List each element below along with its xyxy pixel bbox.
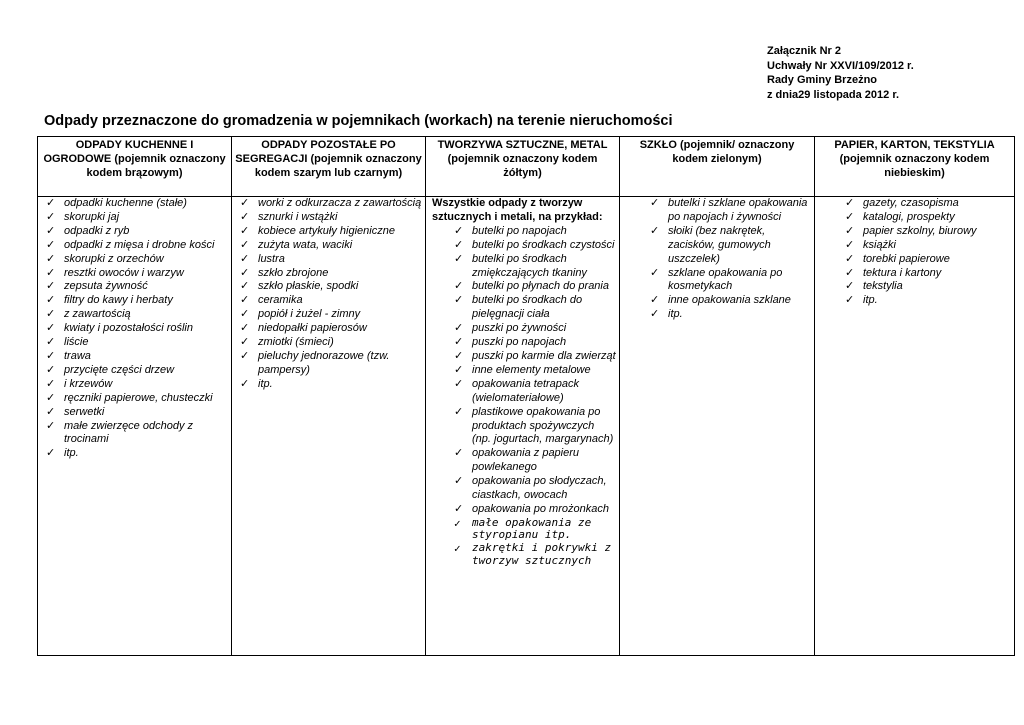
list-item: ✓ kwiaty i pozostałości roślin — [46, 322, 193, 335]
list-item: ✓ zepsuta żywność — [46, 280, 148, 293]
checkmark-icon: ✓ — [454, 447, 464, 460]
list-item: ✓ serwetki — [46, 405, 105, 418]
checkmark-icon: ✓ — [845, 294, 855, 307]
checkmark-icon: ✓ — [454, 252, 464, 265]
column-paper-textiles — [815, 197, 1015, 656]
checkmark-icon: ✓ — [454, 516, 461, 530]
item-list — [821, 197, 1011, 308]
checkmark-icon: ✓ — [46, 238, 56, 251]
list-item: ✓ szkło płaskie, spodki — [240, 280, 359, 293]
column-header-kitchen: ODPADY KUCHENNE I OGRODOWE (pojemnik oznaczony kodem brązowym) — [38, 137, 232, 197]
list-item: ✓ małe zwierzęce odchody z trocinami — [46, 419, 194, 446]
checkmark-icon: ✓ — [650, 308, 660, 321]
checkmark-icon: ✓ — [454, 542, 461, 556]
checkmark-icon: ✓ — [240, 308, 250, 321]
list-item: ✓ tekstylia — [845, 280, 903, 293]
list-item: ✓ butelki po środkach zmiękczających tkaniny — [454, 252, 587, 279]
list-item: ✓ szkło zbrojone — [240, 266, 329, 279]
checkmark-icon: ✓ — [454, 294, 464, 307]
checkmark-icon: ✓ — [240, 349, 250, 362]
document-title: Odpady przeznaczone do gromadzenia w pojemnikach (workach) na terenie nieruchomości — [44, 113, 673, 129]
checkmark-icon: ✓ — [454, 363, 464, 376]
list-item: ✓ butelki po środkach czystości — [454, 238, 615, 251]
list-item: ✓ zakrętki i pokrywki z tworzyw sztucznych — [454, 541, 612, 567]
checkmark-icon: ✓ — [650, 266, 660, 279]
list-item: ✓ i krzewów — [46, 377, 113, 390]
list-item: ✓ odpadki z mięsa i drobne kości — [46, 238, 215, 251]
header-line: Załącznik Nr 2 — [767, 45, 841, 57]
attachment-header — [767, 44, 914, 102]
checkmark-icon: ✓ — [46, 224, 56, 237]
checkmark-icon: ✓ — [845, 252, 855, 265]
list-item: ✓ torebki papierowe — [845, 252, 950, 265]
list-item: ✓ filtry do kawy i herbaty — [46, 294, 173, 307]
list-item: ✓ butelki po napojach — [454, 224, 567, 237]
checkmark-icon: ✓ — [845, 210, 855, 223]
list-item: ✓ niedopałki papierosów — [240, 322, 367, 335]
checkmark-icon: ✓ — [454, 475, 464, 488]
column-residual — [232, 197, 426, 656]
checkmark-icon: ✓ — [240, 266, 250, 279]
checkmark-icon: ✓ — [240, 294, 250, 307]
checkmark-icon: ✓ — [46, 308, 56, 321]
header-line: Rady Gminy Brzeżno — [767, 74, 878, 86]
checkmark-icon: ✓ — [845, 224, 855, 237]
column-intro: Wszystkie odpady z tworzyw sztucznych i metali, na przykład: — [432, 197, 603, 223]
checkmark-icon: ✓ — [46, 391, 56, 404]
list-item: ✓ resztki owoców i warzyw — [46, 266, 184, 279]
list-item: ✓ butelki po środkach do pielęgnacji ciała — [454, 294, 583, 321]
checkmark-icon: ✓ — [46, 363, 56, 376]
column-header-paper-textiles: PAPIER, KARTON, TEKSTYLIA (pojemnik oznaczony kodem niebieskim) — [815, 137, 1015, 197]
list-item: ✓ liście — [46, 336, 89, 349]
checkmark-icon: ✓ — [454, 224, 464, 237]
checkmark-icon: ✓ — [240, 280, 250, 293]
checkmark-icon: ✓ — [845, 238, 855, 251]
header-line: z dnia29 listopada 2012 r. — [767, 88, 900, 101]
checkmark-icon: ✓ — [650, 294, 660, 307]
list-item: ✓ słoiki (bez nakrętek, zacisków, gumowych uszczelek) — [650, 224, 771, 265]
checkmark-icon: ✓ — [46, 280, 56, 293]
column-glass — [620, 197, 815, 656]
waste-table — [37, 136, 1015, 656]
checkmark-icon: ✓ — [46, 322, 56, 335]
checkmark-icon: ✓ — [46, 447, 56, 460]
item-list — [238, 197, 422, 392]
checkmark-icon: ✓ — [46, 349, 56, 362]
item-list — [626, 197, 811, 322]
list-item: ✓ puszki po napojach — [454, 336, 567, 349]
list-item: ✓ małe opakowania ze styropianu itp. — [454, 515, 592, 542]
checkmark-icon: ✓ — [240, 322, 250, 335]
list-item: ✓ papier szkolny, biurowy — [845, 224, 977, 237]
checkmark-icon: ✓ — [46, 210, 56, 223]
checkmark-icon: ✓ — [240, 224, 250, 237]
checkmark-icon: ✓ — [454, 349, 464, 362]
checkmark-icon: ✓ — [46, 336, 56, 349]
checkmark-icon: ✓ — [454, 502, 464, 515]
item-list — [44, 197, 228, 461]
checkmark-icon: ✓ — [650, 224, 660, 237]
checkmark-icon: ✓ — [46, 294, 56, 307]
checkmark-icon: ✓ — [240, 336, 250, 349]
list-item: ✓ opakowania tetrapack (wielomateriałowe) — [454, 377, 580, 404]
list-item: ✓ ceramika — [240, 294, 303, 307]
list-item: ✓ inne elementy metalowe — [454, 363, 591, 376]
list-item: ✓ zużyta wata, waciki — [240, 238, 353, 251]
checkmark-icon: ✓ — [46, 419, 56, 432]
list-item: ✓ skorupki jaj — [46, 210, 120, 223]
list-item: ✓ lustra — [240, 252, 285, 265]
list-item: ✓ ręczniki papierowe, chusteczki — [46, 391, 213, 404]
list-item: ✓ butelki i szklane opakowania po napojach i żywności — [650, 197, 808, 223]
list-item: ✓ opakowania po słodyczach, ciastkach, owocach — [454, 475, 607, 502]
checkmark-icon: ✓ — [46, 197, 56, 209]
list-item: ✓ katalogi, prospekty — [845, 210, 955, 223]
checkmark-icon: ✓ — [650, 197, 660, 209]
item-list — [432, 225, 616, 567]
checkmark-icon: ✓ — [46, 266, 56, 279]
list-item: ✓ itp. — [845, 294, 878, 307]
checkmark-icon: ✓ — [454, 238, 464, 251]
list-item: ✓ szklane opakowania po kosmetykach — [650, 266, 783, 293]
list-item: ✓ itp. — [240, 377, 273, 390]
checkmark-icon: ✓ — [845, 197, 855, 209]
checkmark-icon: ✓ — [240, 377, 250, 390]
list-item: ✓ opakowania z papieru powlekanego — [454, 447, 580, 474]
list-item: ✓ puszki po karmie dla zwierząt — [454, 349, 616, 362]
list-item: ✓ z zawartością — [46, 308, 131, 321]
checkmark-icon: ✓ — [46, 252, 56, 265]
checkmark-icon: ✓ — [845, 266, 855, 279]
checkmark-icon: ✓ — [845, 280, 855, 293]
column-header-residual: ODPADY POZOSTAŁE PO SEGREGACJI (pojemnik oznaczony kodem szarym lub czarnym) — [232, 137, 426, 197]
list-item: ✓ opakowania po mrożonkach — [454, 502, 609, 515]
list-item: ✓ skorupki z orzechów — [46, 252, 164, 265]
checkmark-icon: ✓ — [240, 252, 250, 265]
checkmark-icon: ✓ — [240, 197, 250, 209]
list-item: ✓ pieluchy jednorazowe (tzw. pampersy) — [240, 349, 390, 376]
list-item: ✓ trawa — [46, 349, 91, 362]
checkmark-icon: ✓ — [454, 336, 464, 349]
list-item: ✓ tektura i kartony — [845, 266, 942, 279]
list-item: ✓ książki — [845, 238, 897, 251]
checkmark-icon: ✓ — [454, 405, 464, 418]
list-item: ✓ kobiece artykuły higieniczne — [240, 224, 395, 237]
list-item: ✓ zmiotki (śmieci) — [240, 336, 334, 349]
list-item: ✓ przycięte części drzew — [46, 363, 175, 376]
list-item: ✓ worki z odkurzacza z zawartością — [240, 197, 422, 209]
list-item: ✓ sznurki i wstążki — [240, 210, 338, 223]
list-item: ✓ itp. — [46, 447, 79, 460]
checkmark-icon: ✓ — [240, 210, 250, 223]
column-header-plastics-metal: TWORZYWA SZTUCZNE, METAL (pojemnik oznaczony kodem żółtym) — [426, 137, 620, 197]
list-item: ✓ itp. — [650, 308, 683, 321]
checkmark-icon: ✓ — [454, 377, 464, 390]
column-header-glass: SZKŁO (pojemnik/ oznaczony kodem zielonym) — [620, 137, 815, 197]
checkmark-icon: ✓ — [46, 405, 56, 418]
list-item: ✓ popiół i żużel - zimny — [240, 308, 361, 321]
checkmark-icon: ✓ — [454, 322, 464, 335]
list-item: ✓ odpadki kuchenne (stałe) — [46, 197, 187, 209]
checkmark-icon: ✓ — [454, 280, 464, 293]
column-plastics-metal — [426, 197, 620, 656]
list-item: ✓ inne opakowania szklane — [650, 294, 791, 307]
list-item: ✓ butelki po płynach do prania — [454, 280, 609, 293]
list-item: ✓ puszki po żywności — [454, 322, 567, 335]
list-item: ✓ gazety, czasopisma — [845, 197, 959, 209]
column-kitchen — [38, 197, 232, 656]
list-item: ✓ plastikowe opakowania po produktach spożywczych (np. jogurtach, margarynach) — [454, 405, 614, 446]
checkmark-icon: ✓ — [240, 238, 250, 251]
checkmark-icon: ✓ — [46, 377, 56, 390]
header-line: Uchwały Nr XXVI/109/2012 r. — [767, 59, 914, 72]
list-item: ✓ odpadki z ryb — [46, 224, 130, 237]
